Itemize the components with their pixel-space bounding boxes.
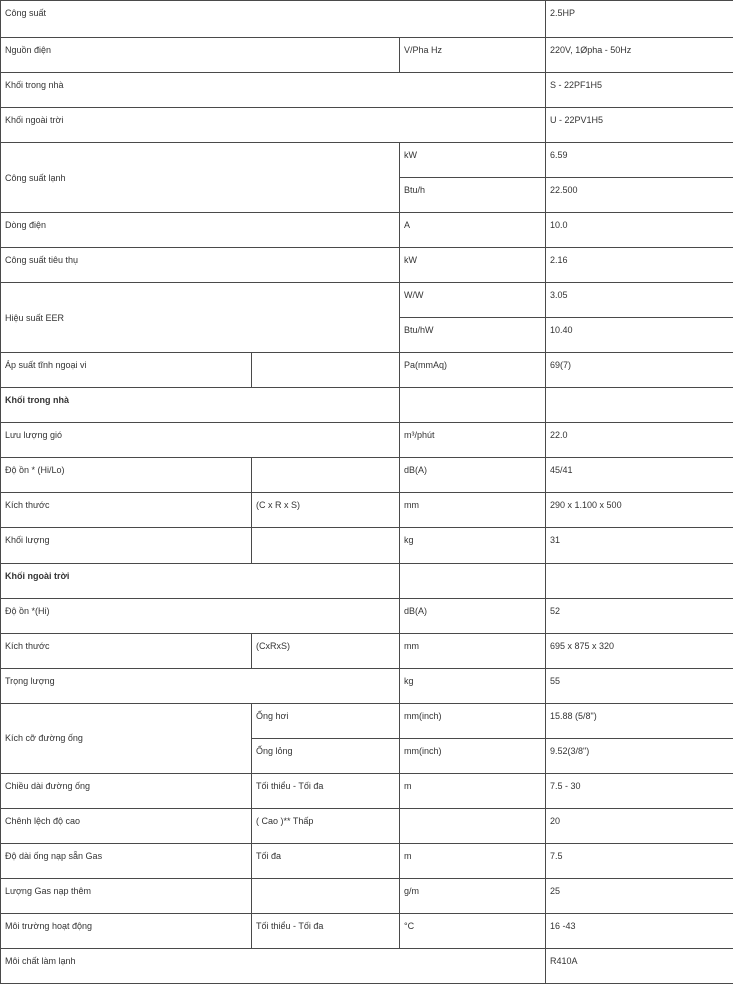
- unit-cell: [400, 878, 546, 913]
- unit-text: mm: [404, 640, 419, 651]
- value-cell: [546, 528, 733, 563]
- label-text: Công suất tiêu thụ: [5, 255, 79, 266]
- label-cell: [1, 1, 546, 38]
- label-text: Công suất: [5, 8, 47, 18]
- unit-cell: [400, 843, 546, 878]
- section-row: [1, 563, 733, 598]
- value-text: 22.500: [550, 185, 578, 196]
- unit-text: V/Pha Hz: [404, 45, 443, 56]
- table-row: [1, 843, 733, 878]
- label-cell: [1, 423, 400, 458]
- value-text: 2.16: [550, 255, 568, 266]
- value-cell: [546, 178, 733, 213]
- table-row: [1, 528, 733, 563]
- value-cell: [546, 38, 733, 73]
- unit-text: m³/phút: [404, 430, 435, 441]
- label-text: Chiều dài đường ống: [5, 780, 90, 791]
- table-row: [1, 1, 733, 38]
- table-row: [1, 878, 733, 913]
- table-row: [1, 913, 733, 948]
- value-text: 10.40: [550, 325, 573, 336]
- value-cell: [546, 843, 733, 878]
- label-text: Kích cỡ đường ống: [5, 733, 83, 744]
- table-row: [1, 423, 733, 458]
- table-row: [1, 248, 733, 283]
- unit-cell: [400, 213, 546, 248]
- value-cell: [546, 738, 733, 773]
- unit-text: mm(inch): [404, 710, 442, 721]
- value-cell: [546, 213, 733, 248]
- value-text: 69(7): [550, 360, 572, 371]
- note-cell: [252, 633, 400, 668]
- section-heading-text: Khối trong nhà: [5, 395, 69, 406]
- unit-cell: [400, 563, 546, 598]
- unit-cell: [400, 703, 546, 738]
- label-text: Lưu lượng gió: [5, 430, 62, 441]
- value-cell: [546, 1, 733, 38]
- label-text: Độ ồn * (Hi/Lo): [5, 465, 65, 476]
- value-text: U - 22PV1H5: [550, 115, 604, 126]
- unit-text: dB(A): [404, 465, 428, 476]
- table-row: [1, 353, 733, 388]
- value-cell: [546, 283, 733, 318]
- note-cell: [252, 738, 400, 773]
- note-cell: [252, 808, 400, 843]
- label-cell: [1, 213, 400, 248]
- label-text: Chênh lệch độ cao: [5, 815, 81, 826]
- label-cell: [1, 73, 546, 108]
- value-cell: [546, 773, 733, 808]
- value-cell: [546, 423, 733, 458]
- unit-cell: [400, 248, 546, 283]
- label-cell: [1, 633, 252, 668]
- note-text: Ống lỏng: [256, 745, 293, 756]
- label-cell: [1, 948, 546, 983]
- section-heading: [1, 388, 400, 423]
- unit-cell: [400, 773, 546, 808]
- value-text: 15.88 (5/8"): [550, 710, 597, 721]
- unit-cell: [400, 738, 546, 773]
- unit-text: kW: [404, 255, 417, 266]
- unit-text: Btu/h: [404, 185, 426, 196]
- unit-text: m: [404, 780, 412, 791]
- label-cell: [1, 843, 252, 878]
- label-text: Khối trong nhà: [5, 80, 64, 91]
- note-text: ( Cao )** Thấp: [256, 815, 314, 826]
- value-cell: [546, 878, 733, 913]
- value-cell: [546, 668, 733, 703]
- label-text: Khối lượng: [5, 535, 50, 546]
- note-text: Tối đa: [256, 850, 282, 861]
- label-cell: [1, 773, 252, 808]
- label-cell: [1, 703, 252, 773]
- value-text: 695 x 875 x 320: [550, 640, 615, 651]
- table-row: [1, 493, 733, 528]
- table-row: [1, 633, 733, 668]
- unit-cell: [400, 633, 546, 668]
- unit-cell: [400, 493, 546, 528]
- label-text: Trọng lượng: [5, 675, 55, 686]
- value-cell: [546, 563, 733, 598]
- label-cell: [1, 808, 252, 843]
- value-cell: [546, 458, 733, 493]
- unit-cell: [400, 353, 546, 388]
- value-text: 31: [550, 535, 561, 546]
- value-text: 55: [550, 675, 561, 686]
- label-cell: [1, 108, 546, 143]
- note-cell: [252, 773, 400, 808]
- table-row: [1, 948, 733, 983]
- unit-text: mm(inch): [404, 745, 442, 756]
- label-text: Môi chất làm lạnh: [5, 955, 76, 966]
- table-row: [1, 808, 733, 843]
- note-cell: [252, 353, 400, 388]
- unit-text: kW: [404, 150, 417, 161]
- label-cell: [1, 528, 252, 563]
- value-cell: [546, 808, 733, 843]
- section-heading-text: Khối ngoài trời: [5, 570, 70, 581]
- unit-cell: [400, 528, 546, 563]
- table-row: [1, 108, 733, 143]
- value-text: 2.5HP: [550, 8, 576, 18]
- value-text: 16 -43: [550, 920, 576, 931]
- table-row: [1, 773, 733, 808]
- note-text: Tối thiểu - Tối đa: [256, 920, 324, 931]
- unit-text: g/m: [404, 885, 420, 896]
- table-row: [1, 283, 733, 318]
- section-row: [1, 388, 733, 423]
- label-cell: [1, 353, 252, 388]
- value-cell: [546, 703, 733, 738]
- unit-text: Btu/hW: [404, 325, 434, 336]
- label-text: Môi trường hoạt động: [5, 920, 92, 931]
- value-cell: [546, 948, 733, 983]
- label-text: Độ dài ống nạp sẵn Gas: [5, 850, 103, 861]
- unit-cell: [400, 178, 546, 213]
- label-cell: [1, 878, 252, 913]
- label-cell: [1, 248, 400, 283]
- unit-cell: [400, 423, 546, 458]
- table-row: [1, 73, 733, 108]
- unit-text: kg: [404, 535, 414, 546]
- table-row: [1, 458, 733, 493]
- label-text: Kích thước: [5, 500, 50, 511]
- value-text: 220V, 1Øpha - 50Hz: [550, 45, 632, 56]
- value-cell: [546, 493, 733, 528]
- unit-cell: [400, 913, 546, 948]
- label-text: Độ ồn *(Hi): [5, 605, 50, 616]
- label-cell: [1, 668, 400, 703]
- note-text: (CxRxS): [256, 640, 290, 651]
- value-cell: [546, 913, 733, 948]
- unit-text: kg: [404, 675, 414, 686]
- note-cell: [252, 493, 400, 528]
- unit-text: A: [404, 220, 411, 231]
- label-cell: [1, 283, 400, 353]
- label-cell: [1, 913, 252, 948]
- label-cell: [1, 493, 252, 528]
- unit-cell: [400, 808, 546, 843]
- value-text: 25: [550, 885, 561, 896]
- unit-text: m: [404, 850, 412, 861]
- value-text: 52: [550, 605, 561, 616]
- value-cell: [546, 248, 733, 283]
- label-cell: [1, 38, 400, 73]
- note-text: (C x R x S): [256, 500, 300, 511]
- unit-cell: [400, 143, 546, 178]
- note-text: Tối thiểu - Tối đa: [256, 780, 324, 791]
- value-text: 6.59: [550, 150, 568, 161]
- unit-cell: [400, 38, 546, 73]
- table-row: [1, 668, 733, 703]
- section-heading: [1, 563, 400, 598]
- unit-cell: [400, 458, 546, 493]
- value-cell: [546, 73, 733, 108]
- value-cell: [546, 108, 733, 143]
- value-cell: [546, 598, 733, 633]
- unit-text: Pa(mmAq): [404, 360, 448, 371]
- value-text: 9.52(3/8"): [550, 745, 590, 756]
- note-cell: [252, 878, 400, 913]
- label-text: Dòng điện: [5, 220, 47, 231]
- value-text: 45/41: [550, 465, 573, 476]
- label-text: Kích thước: [5, 640, 50, 651]
- value-text: 10.0: [550, 220, 568, 231]
- value-text: 22.0: [550, 430, 568, 441]
- table-row: [1, 598, 733, 633]
- label-text: Nguồn điện: [5, 45, 52, 56]
- unit-text: mm: [404, 500, 419, 511]
- value-text: 7.5: [550, 850, 563, 861]
- label-text: Hiệu suất EER: [5, 312, 65, 323]
- value-cell: [546, 633, 733, 668]
- unit-cell: [400, 283, 546, 318]
- value-cell: [546, 143, 733, 178]
- note-text: Ống hơi: [256, 710, 289, 721]
- note-cell: [252, 913, 400, 948]
- table-row: [1, 38, 733, 73]
- value-text: 20: [550, 815, 561, 826]
- unit-cell: [400, 388, 546, 423]
- label-cell: [1, 598, 400, 633]
- label-text: Công suất lạnh: [5, 172, 66, 183]
- note-cell: [252, 528, 400, 563]
- unit-cell: [400, 598, 546, 633]
- value-text: R410A: [550, 955, 578, 966]
- value-cell: [546, 388, 733, 423]
- unit-text: W/W: [404, 290, 424, 301]
- unit-cell: [400, 668, 546, 703]
- unit-text: °C: [404, 920, 415, 931]
- note-cell: [252, 843, 400, 878]
- unit-text: dB(A): [404, 605, 428, 616]
- note-cell: [252, 458, 400, 493]
- table-row: [1, 143, 733, 178]
- label-cell: [1, 143, 400, 213]
- value-text: 290 x 1.100 x 500: [550, 500, 622, 511]
- value-text: 3.05: [550, 290, 568, 301]
- label-text: Khối ngoài trời: [5, 115, 64, 126]
- value-cell: [546, 353, 733, 388]
- label-cell: [1, 458, 252, 493]
- note-cell: [252, 703, 400, 738]
- value-text: 7.5 - 30: [550, 780, 581, 791]
- table-row: [1, 213, 733, 248]
- value-text: S - 22PF1H5: [550, 80, 603, 91]
- label-text: Lượng Gas nạp thêm: [5, 885, 91, 896]
- label-text: Áp suất tĩnh ngoại vi: [5, 360, 87, 371]
- unit-cell: [400, 318, 546, 353]
- table-row: [1, 703, 733, 738]
- value-cell: [546, 318, 733, 353]
